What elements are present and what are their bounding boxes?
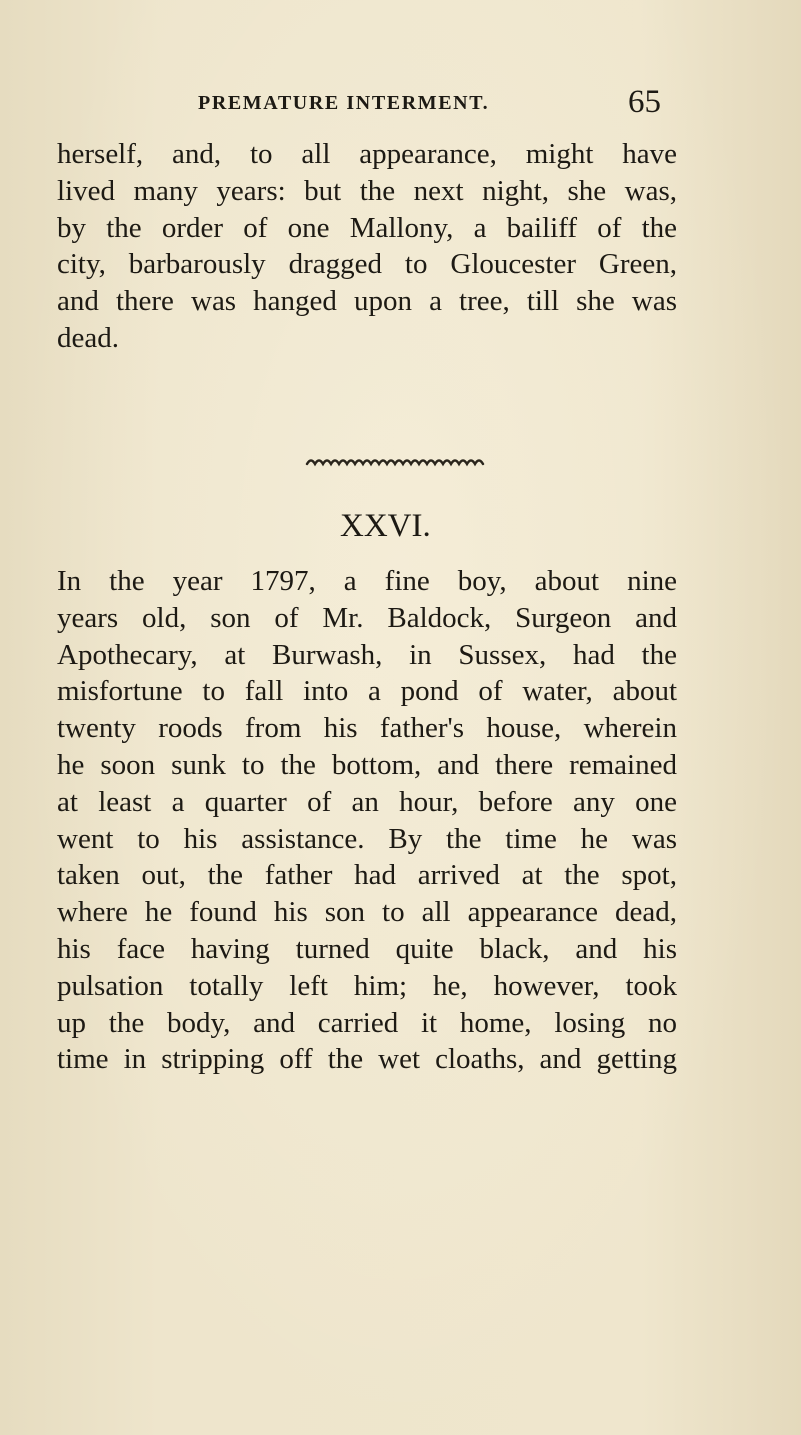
text-line: In the year 1797, a fine boy, about nine <box>57 565 677 597</box>
text-line: dead. <box>57 321 119 354</box>
page-number: 65 <box>628 84 661 120</box>
text-line: time in stripping off the wet cloaths, and getting <box>57 1043 677 1076</box>
paragraph-section-xxvi <box>57 563 677 1078</box>
running-title: PREMATURE INTERMENT. <box>198 92 490 114</box>
text-line: at least a quarter of an hour, before any one <box>57 785 677 818</box>
text-line: city, barbarously dragged to Gloucester Green, <box>57 248 677 281</box>
text-line: lived many years: but the next night, she was, <box>57 174 677 207</box>
text-line: and there was hanged upon a tree, till she was <box>57 285 677 318</box>
running-head <box>0 84 801 124</box>
text-line: where he found his son to all appearance dead, <box>57 896 677 929</box>
text-line: went to his assistance. By the time he was <box>57 822 677 855</box>
text-line: he soon sunk to the bottom, and there remained <box>57 748 677 781</box>
text-line: misfortune to fall into a pond of water, about <box>57 675 677 708</box>
text-line: pulsation totally left him; he, however, took <box>57 969 677 1002</box>
text-line: Apothecary, at Burwash, in Sussex, had the <box>57 638 677 671</box>
text-line: up the body, and carried it home, losing no <box>57 1006 677 1039</box>
text-line: years old, son of Mr. Baldock, Surgeon and <box>57 601 677 634</box>
text-line: taken out, the father had arrived at the spot, <box>57 859 677 892</box>
text-line: by the order of one Mallony, a bailiff of the <box>57 211 677 244</box>
text-line: twenty roods from his father's house, wherein <box>57 712 677 745</box>
section-heading: XXVI. <box>340 508 431 544</box>
paragraph-continued <box>57 136 677 357</box>
text-line: herself, and, to all appearance, might have <box>57 138 677 170</box>
text-line: his face having turned quite black, and his <box>57 932 677 965</box>
ornamental-rule-icon <box>305 455 487 469</box>
